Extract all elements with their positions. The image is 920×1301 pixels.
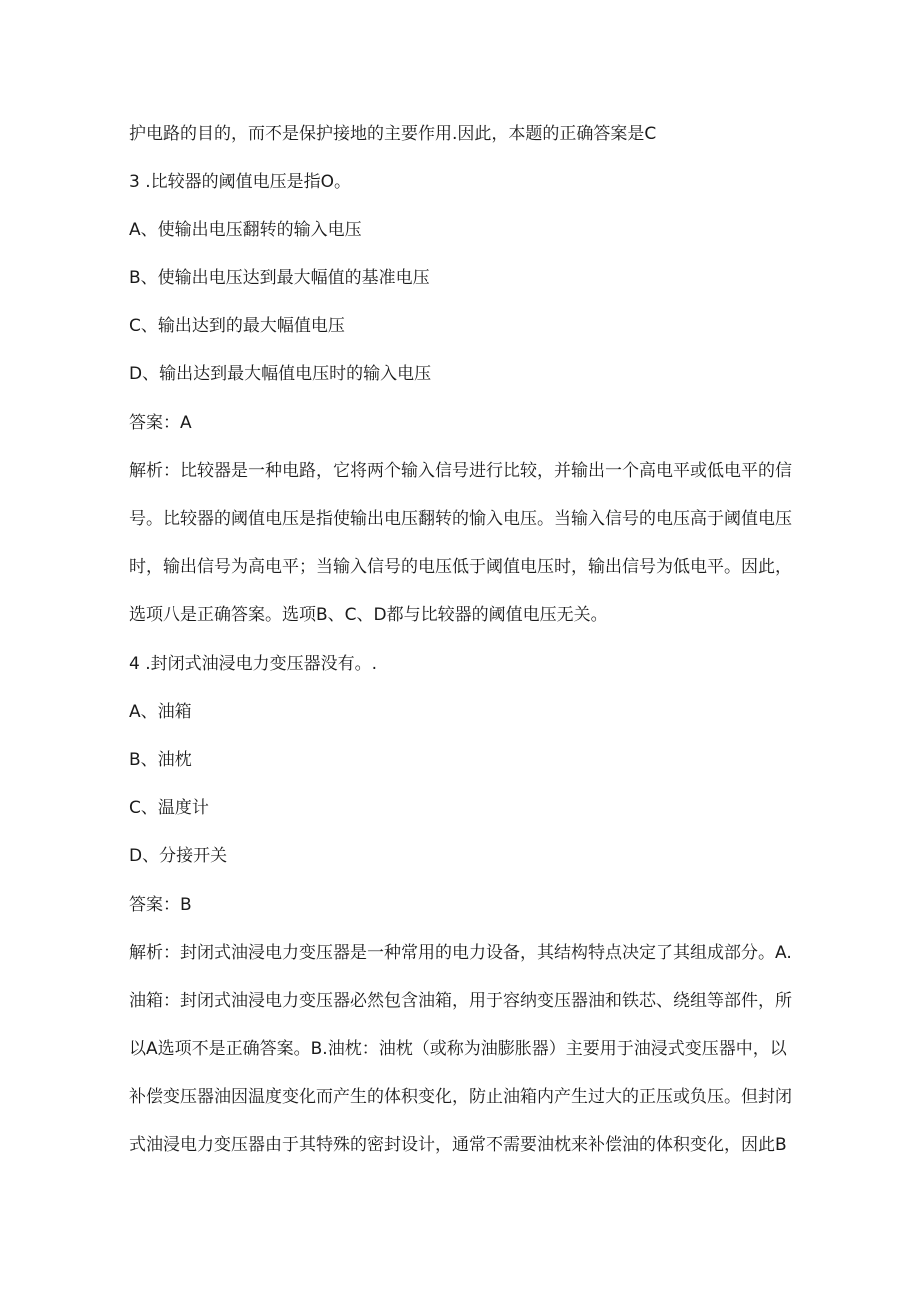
question-4: 4 .封闭式油浸电力变压器没有。.	[129, 654, 378, 674]
explanation-line: 选项八是正确答案。选项B、C、D都与比较器的阈值电压无关。	[129, 605, 608, 625]
option-b: B、油枕	[129, 750, 192, 770]
explanation-line: 号。比较器的阈值电压是指使输出电压翻转的愉入电压。当输入信号的电压高于阈值电压	[129, 509, 792, 529]
explanation-line: 时，输出信号为高电平；当输入信号的电压低于阈值电压时，输出信号为低电平。因此，	[129, 557, 792, 577]
explanation-line: 式油浸电力变压器由于其特殊的密封设计，通常不需要油枕来补偿油的体积变化，因此B	[129, 1135, 787, 1155]
question-3: 3 .比较器的阈值电压是指O。	[129, 172, 352, 192]
explanation-line: 补偿变压器油因温度变化而产生的体积变化，防止油箱内产生过大的正压或负压。但封闭	[129, 1087, 792, 1107]
explanation-line: 以A选项不是正确答案。B.油枕：油枕（或称为油膨胀器）主要用于油浸式变压器中，以	[129, 1039, 787, 1059]
explanation-line: 解析：比较器是一种电路，它将两个输入信号进行比较，并输出一个高电平或低电平的信	[129, 461, 792, 481]
option-a: A、油箱	[129, 702, 192, 722]
option-d: D、分接开关	[129, 846, 228, 866]
option-c: C、输出达到的最大幅值电压	[129, 316, 345, 336]
option-a: A、使输出电压翻转的输入电压	[129, 220, 362, 240]
answer: 答案：A	[129, 413, 192, 433]
explanation-line: 解析：封闭式油浸电力变压器是一种常用的电力设备，其结构特点决定了其组成部分。A.	[129, 943, 792, 963]
answer: 答案：B	[129, 895, 192, 915]
option-b: B、使输出电压达到最大幅值的基准电压	[129, 268, 430, 288]
explanation-line: 油箱：封闭式油浸电力变压器必然包含油箱，用于容纳变压器油和铁芯、绕组等部件，所	[129, 991, 792, 1011]
option-c: C、温度计	[129, 798, 209, 818]
option-d: D、输出达到最大幅值电压时的输入电压	[129, 364, 432, 384]
text-line: 护电路的目的，而不是保护接地的主要作用.因此，本题的正确答案是C	[129, 124, 657, 144]
